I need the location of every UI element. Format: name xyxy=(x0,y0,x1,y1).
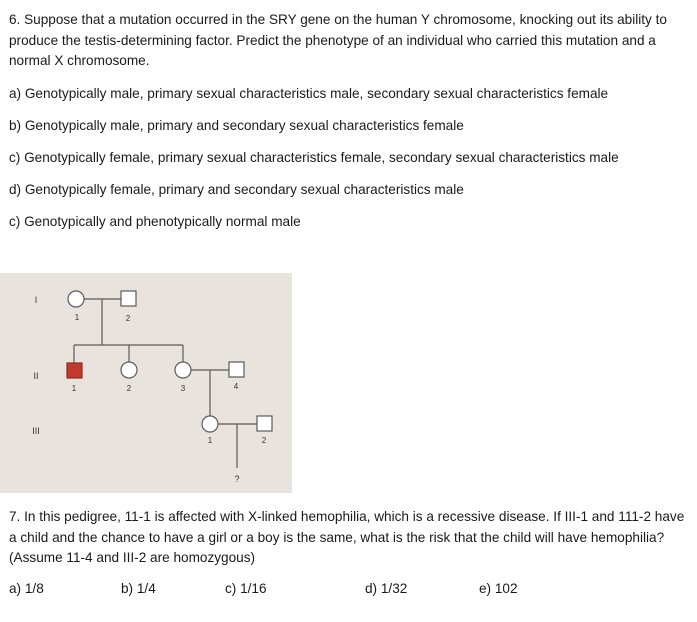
pedigree-number-ii3: 3 xyxy=(180,384,186,393)
pedigree-number-ii1: 1 xyxy=(71,384,77,393)
q6-option-d: d) Genotypically female, primary and secondary sexual characteristics male xyxy=(9,182,464,197)
q7-answer-c: c) 1/16 xyxy=(225,581,267,596)
pedigree-chart xyxy=(0,273,292,493)
generation-label-i: I xyxy=(34,295,38,305)
pedigree-iii1-female xyxy=(202,416,218,432)
pedigree-background xyxy=(0,273,292,493)
pedigree-ii1-affected-male xyxy=(67,363,82,378)
q6-option-e: c) Genotypically and phenotypically normal male xyxy=(9,214,301,229)
pedigree-number-i2: 2 xyxy=(125,314,131,323)
q7-answer-b: b) 1/4 xyxy=(121,581,156,596)
pedigree-number-iii1: 1 xyxy=(207,436,213,445)
q7-answer-a: a) 1/8 xyxy=(9,581,44,596)
pedigree-i2-male xyxy=(121,291,136,306)
pedigree-number-iii2: 2 xyxy=(261,436,267,445)
question-6-stem: 6. Suppose that a mutation occurred in the SRY gene on the human Y chromosome, knocking out its ability to produce the testis-determining factor. Predict the phenotype of an individual who carried this mutation and a normal X chromosome. xyxy=(9,12,667,68)
pedigree-number-i1: 1 xyxy=(74,313,80,322)
q7-answer-d: d) 1/32 xyxy=(365,581,408,596)
question-7-stem: 7. In this pedigree, 11-1 is affected with X-linked hemophilia, which is a recessive disease. If III-1 and 111-2 have a child and the chance to have a girl or a boy is the same, what is the risk that the child will have hemophilia? (Assume 11-4 and III-2 are homozygous) xyxy=(9,509,685,565)
q6-option-b: b) Genotypically male, primary and secondary sexual characteristics female xyxy=(9,118,464,133)
pedigree-iii2-male xyxy=(257,416,272,431)
pedigree-ii4-male xyxy=(229,362,244,377)
pedigree-number-ii4: 4 xyxy=(233,382,239,391)
generation-label-ii: II xyxy=(33,371,39,381)
pedigree-ii3-female xyxy=(175,362,191,378)
pedigree-number-ii2: 2 xyxy=(126,384,132,393)
generation-label-iii: III xyxy=(32,426,40,436)
q6-option-c: c) Genotypically female, primary sexual characteristics female, secondary sexual characteristics male xyxy=(9,150,619,165)
pedigree-i1-female xyxy=(68,291,84,307)
pedigree-ii2-female xyxy=(121,362,137,378)
q6-option-a: a) Genotypically male, primary sexual characteristics male, secondary sexual characteristics female xyxy=(9,86,609,101)
q7-answer-e: e) 102 xyxy=(479,581,518,596)
pedigree-unknown-child: ? xyxy=(234,474,240,484)
